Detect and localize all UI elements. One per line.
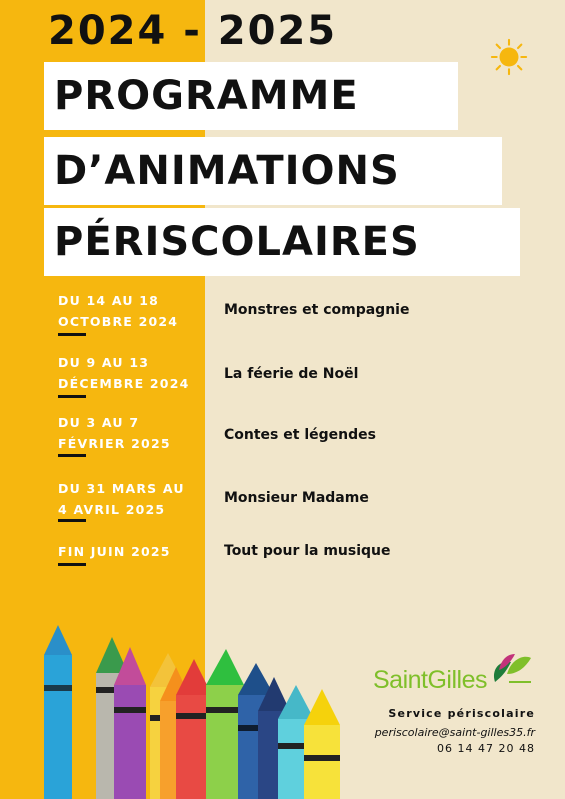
schedule-date-line1: DU 9 AU 13: [58, 355, 150, 370]
schedule-date-line2: DÉCEMBRE 2024: [58, 376, 190, 391]
schedule-date-line1: FIN JUIN 2025: [58, 544, 171, 559]
schedule-date-line1: DU 31 MARS AU: [58, 481, 185, 496]
date-underline: [58, 395, 86, 398]
schedule-date: [58, 290, 178, 332]
date-underline: [58, 454, 86, 457]
logo-text: SaintGilles: [373, 666, 487, 694]
crayons-illustration: [0, 615, 360, 799]
crayon-blue: [44, 625, 72, 799]
title-line-periscolaires: PÉRISCOLAIRES: [44, 208, 520, 276]
sun-icon: [490, 38, 528, 76]
title-line-programme: PROGRAMME: [44, 62, 458, 130]
schedule-date-line2: FÉVRIER 2025: [58, 436, 171, 451]
schedule-date-line2: OCTOBRE 2024: [58, 314, 179, 329]
schedule-theme: Tout pour la musique: [224, 543, 391, 559]
date-underline: [58, 563, 86, 566]
schedule-date: [58, 352, 190, 394]
schedule-theme: Monsieur Madame: [224, 490, 369, 506]
saint-gilles-logo: [373, 652, 533, 704]
date-underline: [58, 519, 86, 522]
schedule-date-line2: 4 AVRIL 2025: [58, 502, 166, 517]
contact-email[interactable]: periscolaire@saint-gilles35.fr: [374, 726, 535, 739]
service-name: Service périscolaire: [388, 707, 535, 720]
schedule-date-line1: DU 3 AU 7: [58, 415, 140, 430]
date-underline: [58, 333, 86, 336]
schedule-theme: Monstres et compagnie: [224, 302, 410, 318]
schedule-theme: La féerie de Noël: [224, 366, 359, 382]
schedule-date-line1: DU 14 AU 18: [58, 293, 160, 308]
contact-phone[interactable]: 06 14 47 20 48: [437, 742, 535, 755]
title-line-animations: D’ANIMATIONS: [44, 137, 502, 205]
school-year-heading: 2024 - 2025: [48, 8, 338, 54]
leaf-logo-icon: [485, 652, 533, 684]
schedule-date: [58, 541, 171, 562]
schedule-date: [58, 412, 171, 454]
schedule-theme: Contes et légendes: [224, 427, 376, 443]
schedule-date: [58, 478, 185, 520]
crayon-yellow-2: [304, 689, 340, 799]
